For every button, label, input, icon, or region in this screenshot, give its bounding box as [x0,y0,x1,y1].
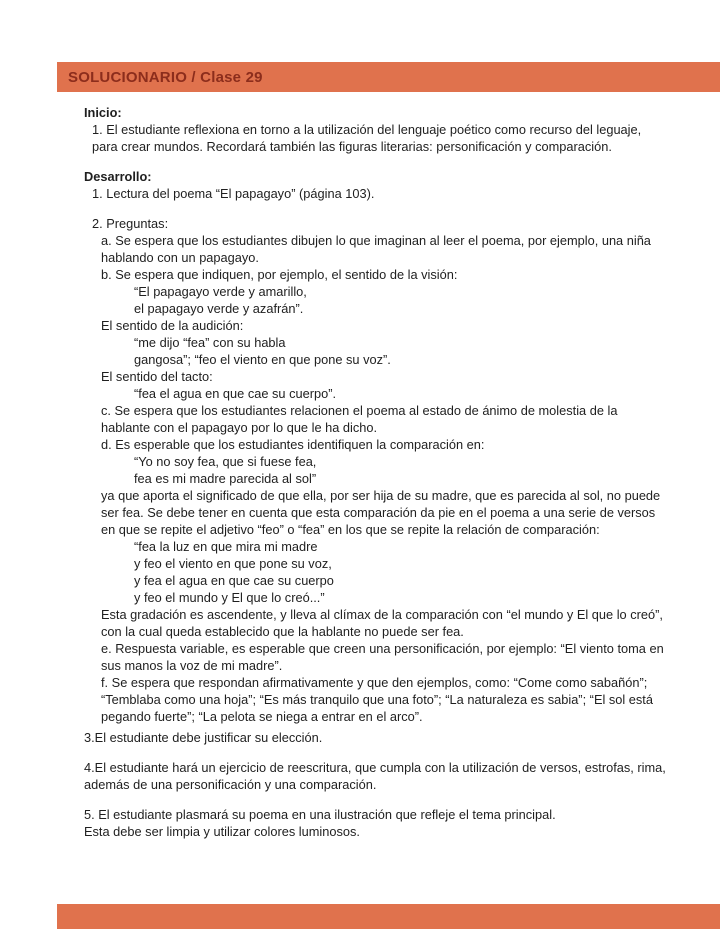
doc-paragraph: 2. Preguntas: [92,216,169,231]
doc-paragraph: ya que aporta el significado de que ella, por ser hija de su madre, que es parecida al sol, no puede ser fea. Se debe tener en cuenta que esta comparación da pie en el poema a una serie de versos en que se repite el adjetivo “feo” o “fea” en los que se repite la relación de comparación: [101,488,661,537]
doc-paragraph: a. Se espera que los estudiantes dibujen lo que imaginan al leer el poema, por ejemplo, una niña hablando con un papagayo. [101,233,651,265]
doc-paragraph: f. Se espera que respondan afirmativamente y que den ejemplos, como: “Come como sabañón”; “Temblaba como una hoja”; “Es más tranquilo que una foto”; “La naturaleza es sabia”; “El sol está pegando fuerte”; “La pelota se niega a entrar en el arco”. [101,675,653,724]
footer-bar [57,904,720,929]
poem-line: y feo el viento en que pone su voz, [134,556,332,571]
doc-paragraph: El sentido de la audición: [101,318,244,333]
doc-paragraph: 4.El estudiante hará un ejercicio de reescritura, que cumpla con la utilización de versos, estrofas, rima, además de una personificación y una comparación. [84,760,666,792]
poem-line: fea es mi madre parecida al sol” [134,471,317,486]
doc-paragraph: e. Respuesta variable, es esperable que creen una personificación, por ejemplo: “El viento toma en sus manos la voz de mi madre”. [101,641,664,673]
doc-paragraph: El sentido del tacto: [101,369,213,384]
doc-paragraph: c. Se espera que los estudiantes relacionen el poema al estado de ánimo de molestia de la hablante con el papagayo por lo que le ha dicho. [101,403,618,435]
poem-line: y fea el agua en que cae su cuerpo [134,573,334,588]
section-heading-desarrollo: Desarrollo: [84,169,152,184]
page-title: SOLUCIONARIO / Clase 29 [68,68,263,86]
poem-line: el papagayo verde y azafrán”. [134,301,304,316]
doc-paragraph: 1. El estudiante reflexiona en torno a la utilización del lenguaje poético como recurso del leguaje, para crear mundos. Recordará también las figuras literarias: personificación y comparación. [92,122,642,154]
poem-line: gangosa”; “feo el viento en que pone su voz”. [134,352,391,367]
doc-paragraph: Esta gradación es ascendente, y lleva al clímax de la comparación con “el mundo y El que lo creó”, con la cual queda establecido que la hablante no puede ser fea. [101,607,663,639]
doc-paragraph: d. Es esperable que los estudiantes identifiquen la comparación en: [101,437,485,452]
poem-line: y feo el mundo y El que lo creó...” [134,590,325,605]
doc-paragraph: 3.El estudiante debe justificar su elección. [84,730,323,745]
doc-paragraph: b. Se espera que indiquen, por ejemplo, el sentido de la visión: [101,267,458,282]
doc-paragraph: Esta debe ser limpia y utilizar colores luminosos. [84,824,360,839]
poem-line: “me dijo “fea” con su habla [134,335,286,350]
header-bar [57,62,720,92]
document-body [84,104,670,840]
poem-line: “Yo no soy fea, que si fuese fea, [134,454,317,469]
doc-paragraph: 1. Lectura del poema “El papagayo” (página 103). [92,186,375,201]
poem-line: “fea el agua en que cae su cuerpo”. [134,386,337,401]
poem-line: “El papagayo verde y amarillo, [134,284,307,299]
doc-paragraph: 5. El estudiante plasmará su poema en una ilustración que refleje el tema principal. [84,807,556,822]
poem-line: “fea la luz en que mira mi madre [134,539,318,554]
section-heading-inicio: Inicio: [84,105,122,120]
